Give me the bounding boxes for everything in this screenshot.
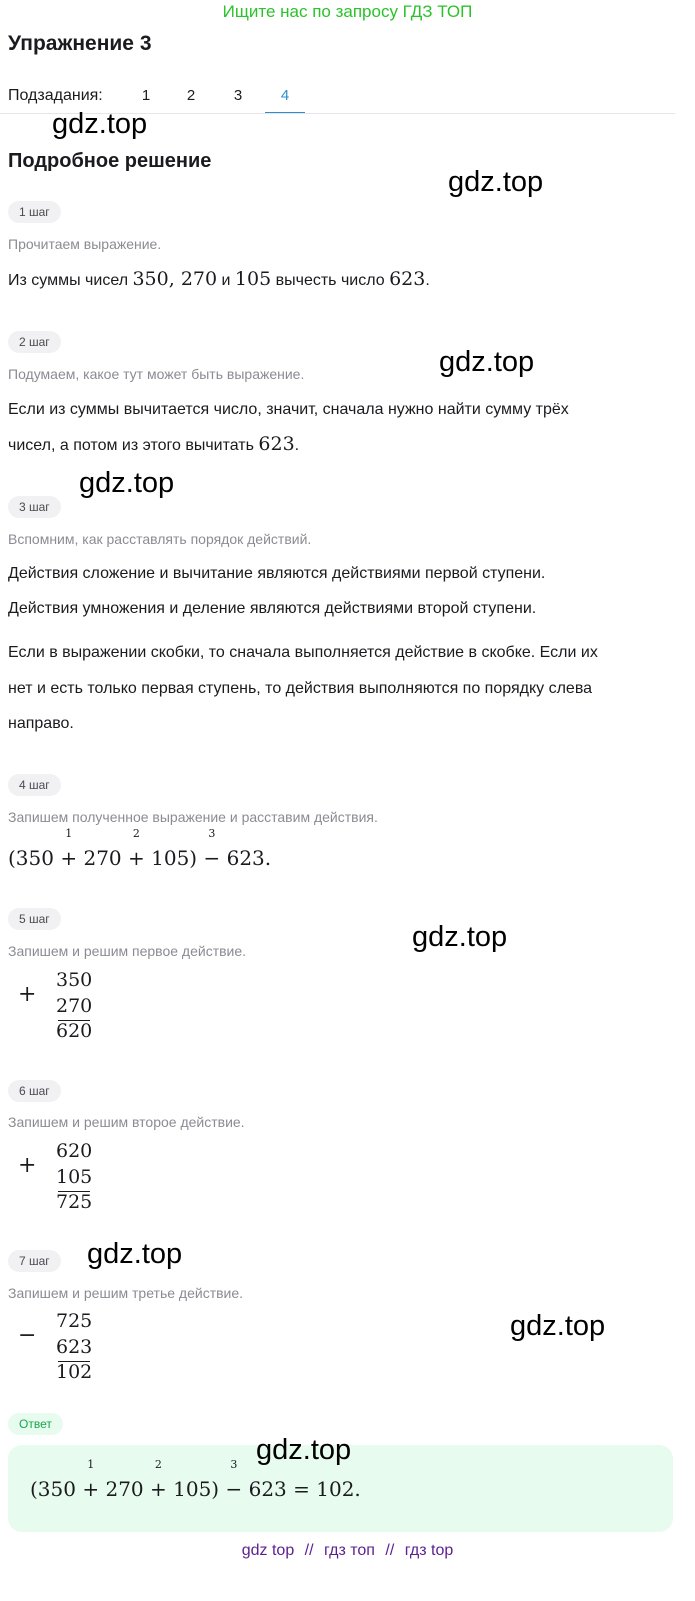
operation-order: 3	[230, 1458, 238, 1471]
operator: −	[203, 846, 221, 870]
step-text-3-p3-line-2: нет и есть только первая ступень, то действия выполняются по порядку слева	[8, 680, 593, 697]
operator: +	[60, 846, 78, 870]
step-text-1	[8, 262, 668, 298]
expr-part: 105)	[144, 846, 204, 870]
expr-part: 270	[77, 846, 128, 870]
operation-plus-1	[82, 1458, 100, 1501]
math-number: 105	[234, 268, 272, 290]
watermark: gdz.top	[256, 1434, 352, 1466]
expr-part: 270	[99, 1477, 150, 1501]
column-operator: +	[18, 982, 37, 1007]
expr-part: 623 = 102.	[242, 1477, 361, 1501]
column-operand-1: 350	[56, 969, 93, 991]
expr-part: (350	[30, 1477, 83, 1501]
footer-link-gdz-top-ru[interactable]: гдз топ	[324, 1542, 375, 1559]
watermark: gdz.top	[448, 166, 544, 198]
operation-plus-2	[128, 827, 145, 870]
text-part: .	[425, 272, 430, 289]
step-hint-6: Запишем и решим второе действие.	[8, 1114, 245, 1130]
watermark: gdz.top	[79, 467, 175, 499]
step-badge-2: 2 шаг	[8, 331, 61, 353]
footer-link-gdz-top-mixed[interactable]: гдз top	[404, 1542, 454, 1559]
watermark: gdz.top	[412, 921, 508, 953]
step-hint-3: Вспомним, как расставлять порядок действий.	[8, 531, 312, 547]
watermark: gdz.top	[439, 346, 535, 378]
step-text-3-p2: Действия умножения и деление являются действиями второй ступени.	[8, 600, 537, 617]
column-operand-1: 620	[56, 1140, 93, 1162]
column-result: 102	[56, 1361, 93, 1383]
footer-link-gdz-top[interactable]: gdz top	[241, 1542, 295, 1559]
page-title: Упражнение 3	[8, 32, 152, 55]
subtask-tab-1[interactable]: 1	[141, 87, 151, 104]
step-badge-3: 3 шаг	[8, 496, 61, 518]
operator: +	[128, 846, 145, 870]
operator: −	[225, 1477, 243, 1501]
text-part: чисел, а потом из этого вычитать	[8, 437, 259, 454]
watermark: gdz.top	[510, 1310, 606, 1342]
step-text-2-line-1: Если из суммы вычитается число, значит, сначала нужно найти сумму трёх	[8, 401, 569, 418]
step-badge-6: 6 шаг	[8, 1080, 61, 1102]
expr-part: 623.	[220, 846, 272, 870]
step-text-3-p3-line-3: направо.	[8, 715, 74, 732]
operation-order: 3	[208, 827, 216, 840]
subtask-tab-3[interactable]: 3	[233, 87, 243, 104]
text-part: Из суммы чисел	[8, 272, 133, 289]
step-text-2-line-2	[8, 427, 668, 463]
step-hint-4: Запишем полученное выражение и расставим действия.	[8, 809, 378, 825]
operator: +	[82, 1477, 100, 1501]
expr-part: (350	[8, 846, 61, 870]
search-banner: Ищите нас по запросу ГДЗ ТОП	[222, 2, 473, 21]
math-number: 350, 270	[132, 268, 218, 290]
operator: +	[150, 1477, 167, 1501]
step-text-3-p1: Действия сложение и вычитание являются действиями первой ступени.	[8, 565, 546, 582]
column-operand-1: 725	[56, 1310, 93, 1332]
column-operator: +	[18, 1153, 37, 1178]
section-title: Подробное решение	[8, 150, 212, 172]
operation-order: 1	[65, 827, 73, 840]
subtasks-label: Подзадания:	[8, 87, 103, 104]
text-part: вычесть число	[271, 272, 390, 289]
step-badge-5: 5 шаг	[8, 908, 61, 930]
operation-order: 2	[132, 827, 140, 840]
column-result: 725	[56, 1191, 93, 1213]
column-operand-2: 270	[56, 995, 93, 1017]
math-number: 623	[258, 433, 295, 455]
math-number: 623	[389, 268, 426, 290]
step-hint-2: Подумаем, какое тут может быть выражение.	[8, 366, 305, 382]
operation-plus-2	[150, 1458, 167, 1501]
subtask-tab-4[interactable]: 4	[280, 87, 290, 104]
text-part: .	[294, 437, 300, 454]
operation-minus-3	[225, 1458, 243, 1501]
operation-minus-3	[203, 827, 221, 870]
answer-badge: Ответ	[8, 1413, 63, 1435]
step-hint-1: Прочитаем выражение.	[8, 236, 162, 252]
column-result: 620	[56, 1020, 93, 1042]
watermark: gdz.top	[87, 1238, 183, 1270]
footer-separator: //	[304, 1542, 314, 1559]
text-part: и	[217, 272, 235, 289]
operation-plus-1	[60, 827, 78, 870]
subtask-tab-2[interactable]: 2	[186, 87, 196, 104]
step-badge-7: 7 шаг	[8, 1250, 61, 1272]
step-badge-1: 1 шаг	[8, 201, 61, 223]
expr-part: 105)	[166, 1477, 226, 1501]
footer-separator: //	[385, 1542, 395, 1559]
watermark: gdz.top	[52, 108, 148, 140]
column-operand-2: 105	[56, 1166, 93, 1188]
column-operand-2: 623	[56, 1336, 93, 1358]
footer-links	[0, 1542, 695, 1560]
step-hint-5: Запишем и решим первое действие.	[8, 943, 247, 959]
operation-order: 2	[154, 1458, 162, 1471]
step-hint-7: Запишем и решим третье действие.	[8, 1285, 244, 1301]
column-operator: −	[18, 1323, 37, 1348]
operation-order: 1	[87, 1458, 95, 1471]
step-badge-4: 4 шаг	[8, 774, 61, 796]
step-text-3-p3-line-1: Если в выражении скобки, то сначала выполняется действие в скобке. Если их	[8, 644, 598, 661]
answer-expression	[30, 1458, 361, 1501]
ordered-expression	[8, 827, 272, 870]
